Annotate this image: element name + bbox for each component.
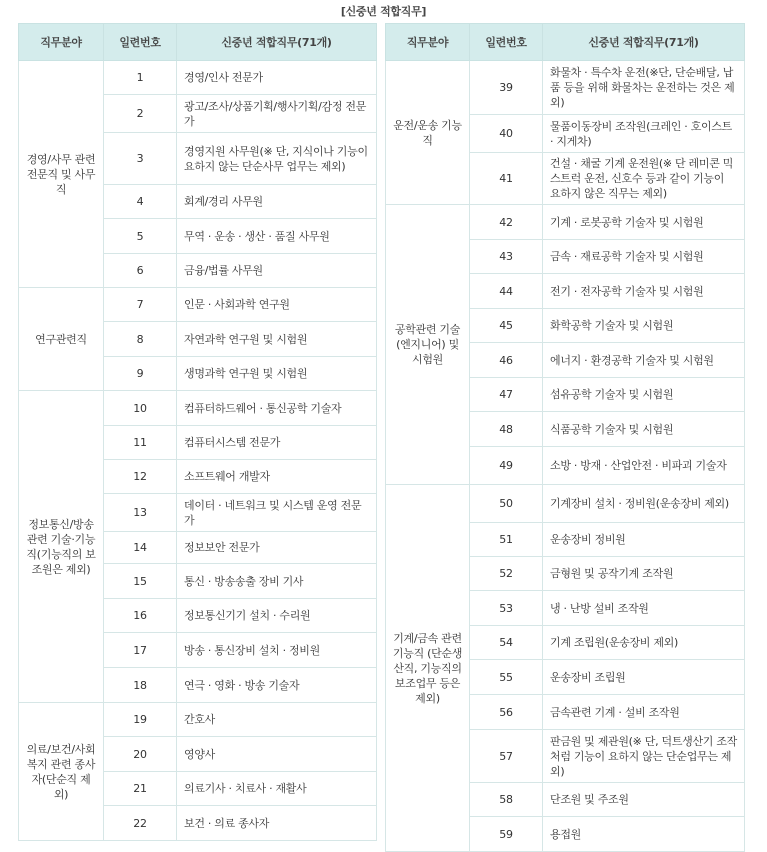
serial-number: 57 bbox=[470, 730, 543, 783]
job-title: 인문 · 사회과학 연구원 bbox=[177, 288, 377, 322]
serial-number: 17 bbox=[104, 633, 177, 668]
header-no: 일련번호 bbox=[104, 24, 177, 61]
serial-number: 53 bbox=[470, 591, 543, 626]
table-row bbox=[19, 703, 377, 737]
serial-number: 56 bbox=[470, 695, 543, 730]
header-no: 일련번호 bbox=[470, 24, 543, 61]
job-title: 화학공학 기술자 및 시험원 bbox=[543, 309, 745, 343]
serial-number: 55 bbox=[470, 660, 543, 695]
job-title: 운송장비 정비원 bbox=[543, 523, 745, 557]
serial-number: 7 bbox=[104, 288, 177, 322]
serial-number: 43 bbox=[470, 240, 543, 274]
category-cell: 정보통신/방송 관련 기술·기능직(기능직의 보조원은 제외) bbox=[19, 391, 104, 703]
serial-number: 12 bbox=[104, 460, 177, 494]
table-row bbox=[386, 205, 745, 240]
table-row bbox=[19, 391, 377, 426]
job-title: 의료기사 · 치료사 · 재활사 bbox=[177, 772, 377, 806]
serial-number: 19 bbox=[104, 703, 177, 737]
job-title: 생명과학 연구원 및 시험원 bbox=[177, 357, 377, 391]
table-row bbox=[19, 61, 377, 95]
job-title: 영양사 bbox=[177, 737, 377, 772]
job-title: 연극 · 영화 · 방송 기술자 bbox=[177, 668, 377, 703]
job-title: 식품공학 기술자 및 시험원 bbox=[543, 412, 745, 447]
header-job: 신중년 적합직무(71개) bbox=[543, 24, 745, 61]
job-title: 보건 · 의료 종사자 bbox=[177, 806, 377, 841]
job-title: 금속 · 재료공학 기술자 및 시험원 bbox=[543, 240, 745, 274]
job-title: 통신 · 방송송출 장비 기사 bbox=[177, 564, 377, 599]
job-title: 냉 · 난방 설비 조작원 bbox=[543, 591, 745, 626]
serial-number: 58 bbox=[470, 783, 543, 817]
serial-number: 42 bbox=[470, 205, 543, 240]
job-title: 섬유공학 기술자 및 시험원 bbox=[543, 378, 745, 412]
job-table-right bbox=[385, 23, 745, 852]
serial-number: 4 bbox=[104, 185, 177, 219]
serial-number: 44 bbox=[470, 274, 543, 309]
serial-number: 50 bbox=[470, 485, 543, 523]
table-header-row bbox=[386, 24, 745, 61]
job-title: 물품이동장비 조작원(크레인 · 호이스트 · 지게차) bbox=[543, 115, 745, 153]
job-title: 소방 · 방재 · 산업안전 · 비파괴 기술자 bbox=[543, 447, 745, 485]
serial-number: 52 bbox=[470, 557, 543, 591]
serial-number: 48 bbox=[470, 412, 543, 447]
serial-number: 5 bbox=[104, 219, 177, 254]
job-title: 간호사 bbox=[177, 703, 377, 737]
category-cell: 기계/금속 관련 기능직 (단순생산직, 기능직의 보조업무 등은 제외) bbox=[386, 485, 470, 852]
serial-number: 3 bbox=[104, 133, 177, 185]
serial-number: 40 bbox=[470, 115, 543, 153]
serial-number: 47 bbox=[470, 378, 543, 412]
table-row bbox=[386, 485, 745, 523]
category-cell: 경영/사무 관련 전문직 및 사무직 bbox=[19, 61, 104, 288]
serial-number: 20 bbox=[104, 737, 177, 772]
job-title: 금융/법률 사무원 bbox=[177, 254, 377, 288]
table-row bbox=[19, 288, 377, 322]
job-title: 금속관련 기계 · 설비 조작원 bbox=[543, 695, 745, 730]
serial-number: 14 bbox=[104, 532, 177, 564]
job-title: 판금원 및 제관원(※ 단, 덕트생산기 조작처럼 기능이 요하지 않는 단순업무는 제외) bbox=[543, 730, 745, 783]
job-title: 자연과학 연구원 및 시험원 bbox=[177, 322, 377, 357]
category-cell: 연구관련직 bbox=[19, 288, 104, 391]
serial-number: 39 bbox=[470, 61, 543, 115]
serial-number: 15 bbox=[104, 564, 177, 599]
table-header-row bbox=[19, 24, 377, 61]
job-title: 회계/경리 사무원 bbox=[177, 185, 377, 219]
category-cell: 의료/보건/사회복지 관련 종사자(단순직 제외) bbox=[19, 703, 104, 841]
serial-number: 18 bbox=[104, 668, 177, 703]
job-title: 소프트웨어 개발자 bbox=[177, 460, 377, 494]
job-title: 데이터 · 네트워크 및 시스템 운영 전문가 bbox=[177, 494, 377, 532]
category-cell: 공학관련 기술(엔지니어) 및 시험원 bbox=[386, 205, 470, 485]
job-title: 정보통신기기 설치 · 수리원 bbox=[177, 599, 377, 633]
job-title: 운송장비 조립원 bbox=[543, 660, 745, 695]
serial-number: 1 bbox=[104, 61, 177, 95]
serial-number: 16 bbox=[104, 599, 177, 633]
serial-number: 9 bbox=[104, 357, 177, 391]
job-title: 기계 · 로봇공학 기술자 및 시험원 bbox=[543, 205, 745, 240]
header-job: 신중년 적합직무(71개) bbox=[177, 24, 377, 61]
serial-number: 8 bbox=[104, 322, 177, 357]
job-title: 컴퓨터시스템 전문가 bbox=[177, 426, 377, 460]
serial-number: 2 bbox=[104, 95, 177, 133]
serial-number: 59 bbox=[470, 817, 543, 852]
serial-number: 46 bbox=[470, 343, 543, 378]
serial-number: 21 bbox=[104, 772, 177, 806]
job-title: 용접원 bbox=[543, 817, 745, 852]
job-title: 전기 · 전자공학 기술자 및 시험원 bbox=[543, 274, 745, 309]
serial-number: 6 bbox=[104, 254, 177, 288]
job-title: 컴퓨터하드웨어 · 통신공학 기술자 bbox=[177, 391, 377, 426]
job-title: 기계장비 설치 · 정비원(운송장비 제외) bbox=[543, 485, 745, 523]
job-title: 경영/인사 전문가 bbox=[177, 61, 377, 95]
serial-number: 51 bbox=[470, 523, 543, 557]
serial-number: 41 bbox=[470, 153, 543, 205]
job-title: 정보보안 전문가 bbox=[177, 532, 377, 564]
job-title: 경영지원 사무원(※ 단, 지식이나 기능이 요하지 않는 단순사무 업무는 제외) bbox=[177, 133, 377, 185]
header-field: 직무분야 bbox=[386, 24, 470, 61]
serial-number: 49 bbox=[470, 447, 543, 485]
serial-number: 54 bbox=[470, 626, 543, 660]
serial-number: 13 bbox=[104, 494, 177, 532]
job-title: 광고/조사/상품기획/행사기획/감정 전문가 bbox=[177, 95, 377, 133]
job-title: 금형원 및 공작기계 조작원 bbox=[543, 557, 745, 591]
serial-number: 22 bbox=[104, 806, 177, 841]
job-title: 무역 · 운송 · 생산 · 품질 사무원 bbox=[177, 219, 377, 254]
job-table-left bbox=[18, 23, 377, 841]
job-title: 에너지 · 환경공학 기술자 및 시험원 bbox=[543, 343, 745, 378]
serial-number: 45 bbox=[470, 309, 543, 343]
serial-number: 11 bbox=[104, 426, 177, 460]
job-title: 단조원 및 주조원 bbox=[543, 783, 745, 817]
job-title: 방송 · 통신장비 설치 · 정비원 bbox=[177, 633, 377, 668]
table-row bbox=[386, 61, 745, 115]
category-cell: 운전/운송 기능직 bbox=[386, 61, 470, 205]
header-field: 직무분야 bbox=[19, 24, 104, 61]
job-title: 건설 · 채굴 기계 운전원(※ 단 레미콘 믹스트럭 운전, 신호수 등과 같이 기능이 요하지 않은 직무는 제외) bbox=[543, 153, 745, 205]
job-title: 기계 조립원(운송장비 제외) bbox=[543, 626, 745, 660]
serial-number: 10 bbox=[104, 391, 177, 426]
page-title: [신중년 적합직무] bbox=[340, 5, 427, 18]
job-title: 화물차 · 특수차 운전(※단, 단순배달, 납품 등을 위해 화물차는 운전하는 것은 제외) bbox=[543, 61, 745, 115]
